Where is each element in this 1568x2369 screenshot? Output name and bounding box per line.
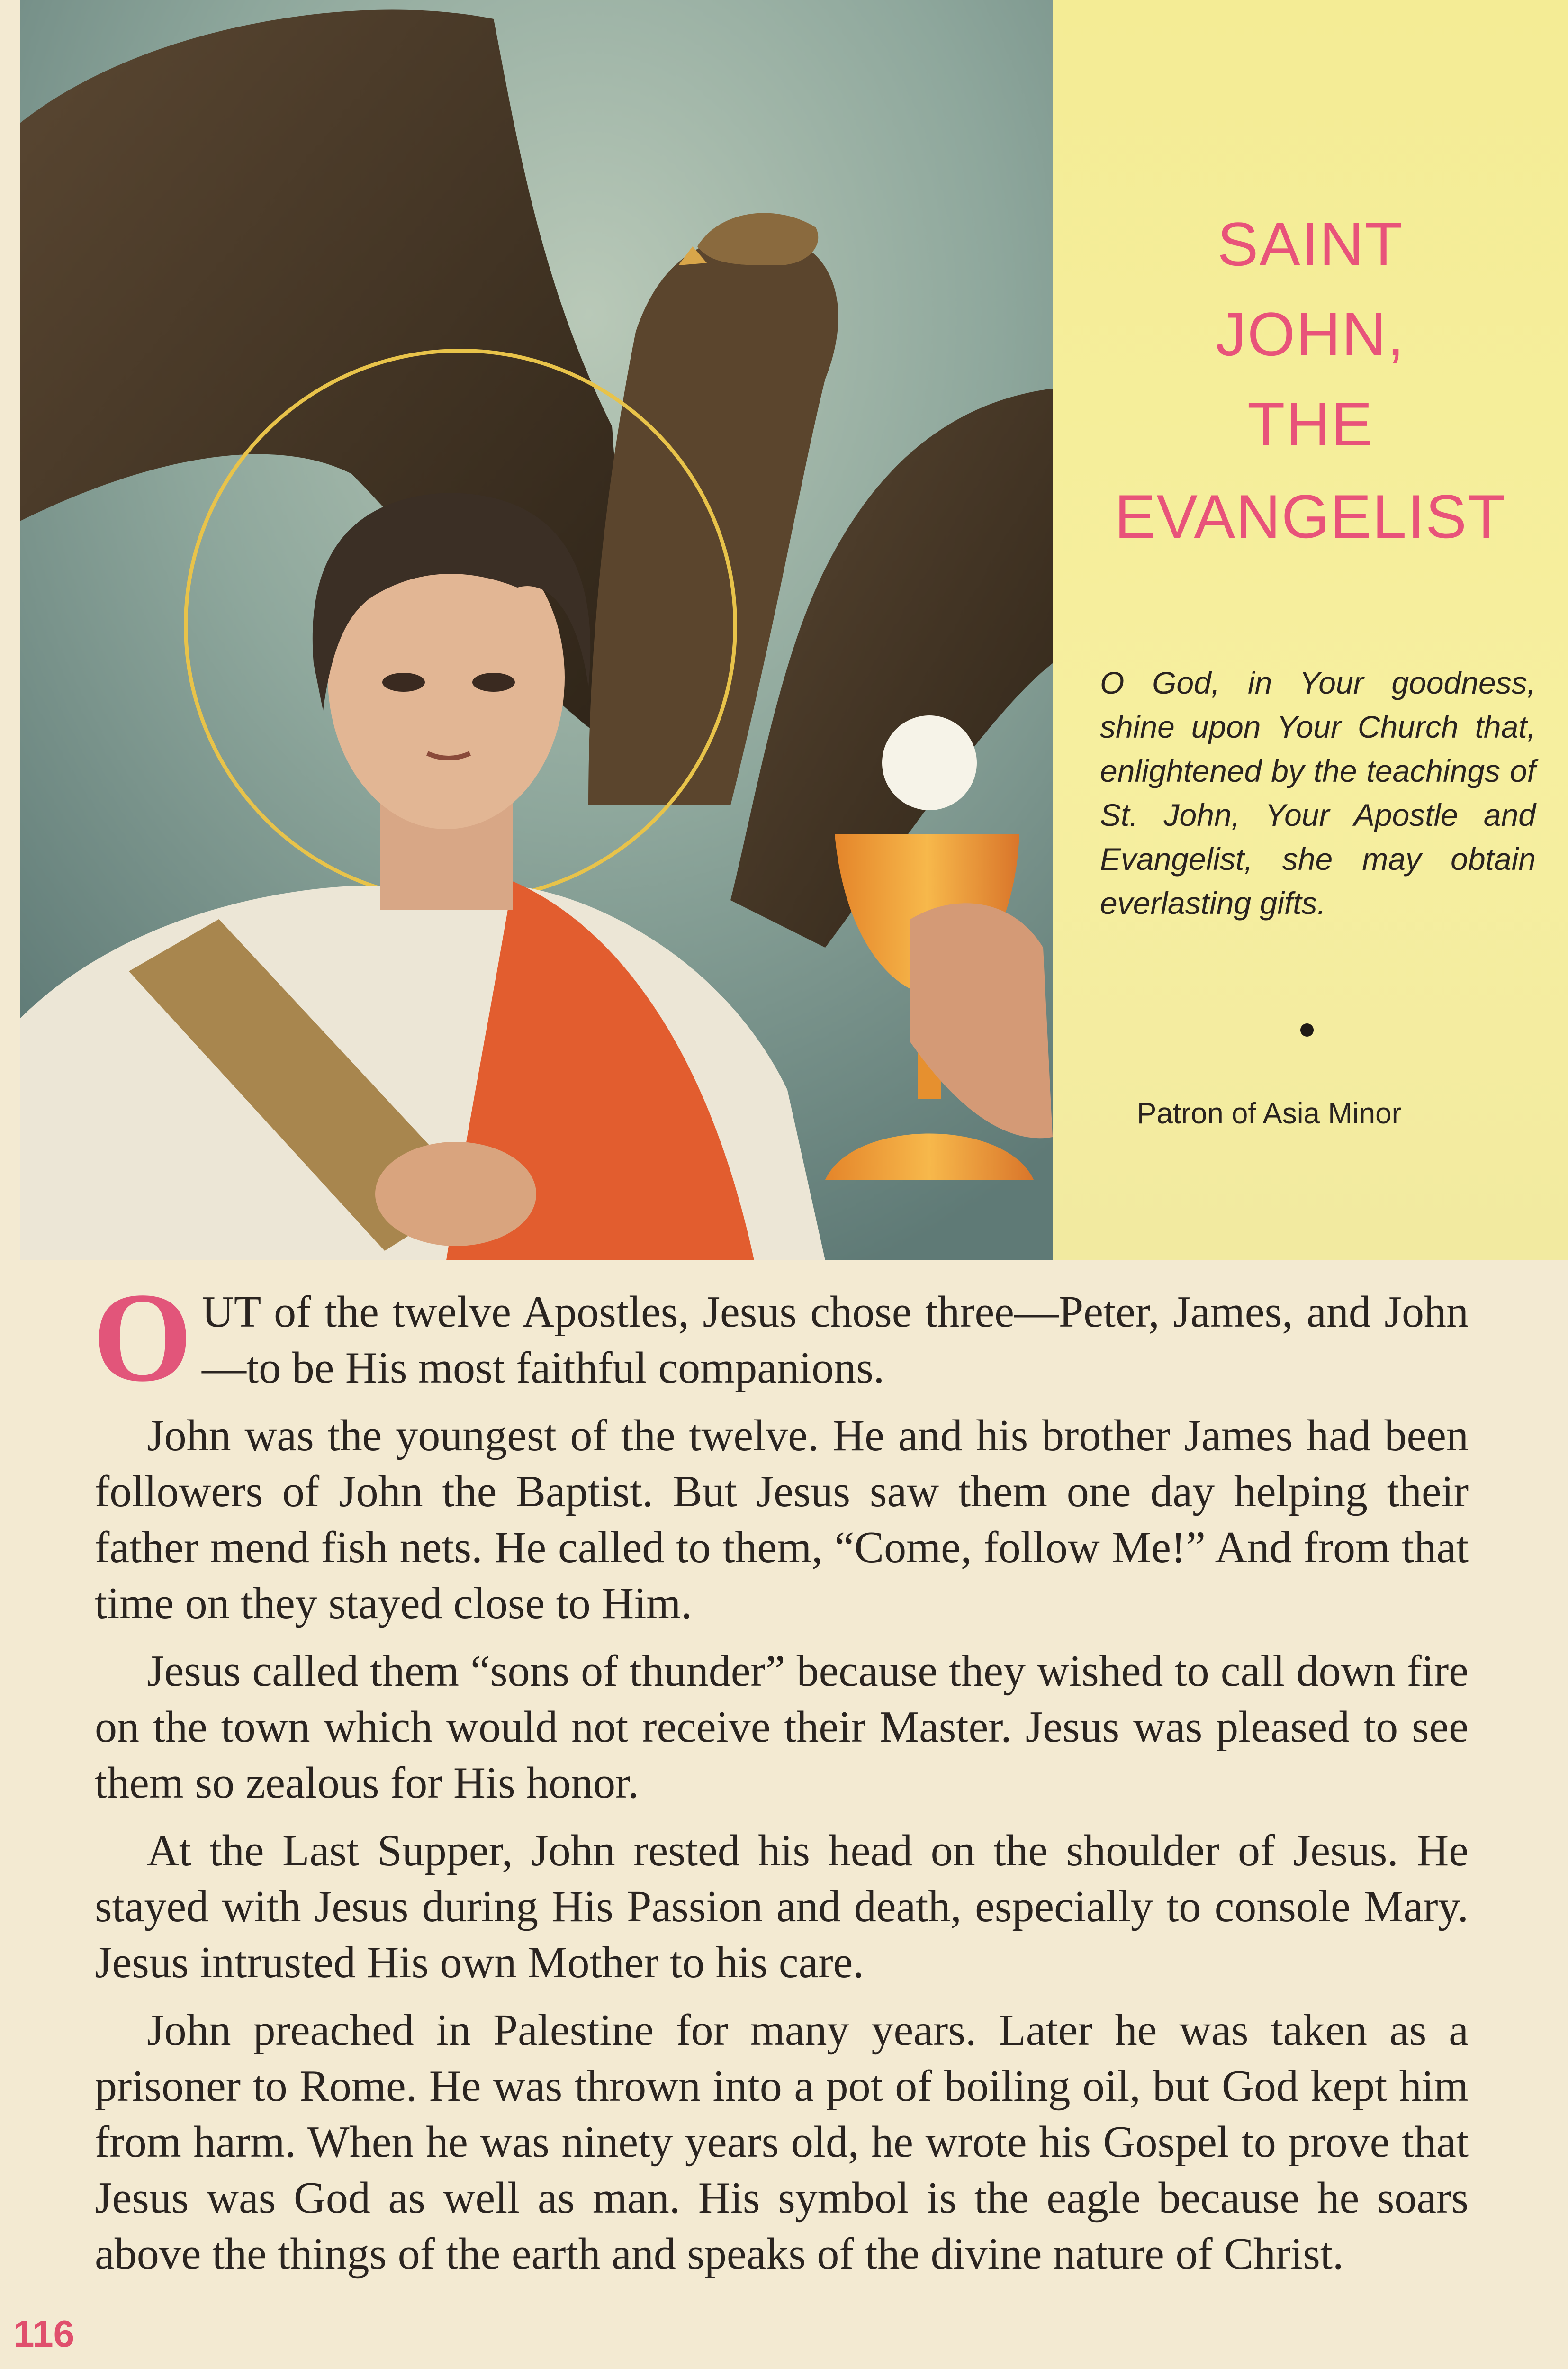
- paragraph-5: John preached in Palestine for many years. Later he was taken as a prisoner to Rome. He was thrown into a pot of boiling oil, but God kept him from harm. When he was ninety years old, he wrote his Gospel to prove that Jesus was God as well as man. His symbol is the eagle because he soars above the things of the earth and speaks of the divine nature of Christ.: [95, 2006, 1469, 2279]
- prayer-text: O God, in Your goodness, shine upon Your Church that, enlightened by the teachings of St. John, Your Apostle and Evangelist, she may obtain everlasting gifts.: [1100, 665, 1536, 921]
- paragraph-1-text: UT of the twelve Apostles, Jesus chose three—Peter, James, and John—to be His most faithful companions.: [202, 1287, 1469, 1392]
- paragraph-4: At the Last Supper, John rested his head on the shoulder of Jesus. He stayed with Jesus during His Passion and death, especially to console Mary. Jesus intrusted His own Mother to his care.: [95, 1826, 1469, 1987]
- paragraph-3: Jesus called them “sons of thunder” because they wished to call down fire on the town which would not receive their Master. Jesus was pleased to see them so zealous for His honor.: [95, 1646, 1469, 1808]
- title-line-1: SAINT: [1217, 209, 1404, 279]
- article-body: [93, 1266, 1469, 2294]
- title-line-3: THE: [1247, 389, 1373, 459]
- side-panel: [1053, 0, 1568, 1260]
- saint-john-illustration: [20, 0, 1053, 1260]
- title-line-4: EVANGELIST: [1114, 482, 1506, 551]
- title-line-2: JOHN,: [1216, 299, 1405, 369]
- saint-with-eagle-and-chalice-illustration: [20, 0, 1053, 1260]
- drop-cap: O: [93, 1266, 193, 1408]
- page-number: 116: [13, 2313, 75, 2355]
- patron-text: Patron of Asia Minor: [1137, 1097, 1402, 1130]
- paragraph-2: John was the youngest of the twelve. He and his brother James had been followers of John the Baptist. But Jesus saw them one day helping their father mend fish nets. He called to them, “Come, follow Me!” And from that time on they stayed close to Him.: [95, 1411, 1469, 1628]
- paragraph-1: [93, 1266, 1469, 1408]
- bullet-dot-icon: [1300, 1023, 1314, 1037]
